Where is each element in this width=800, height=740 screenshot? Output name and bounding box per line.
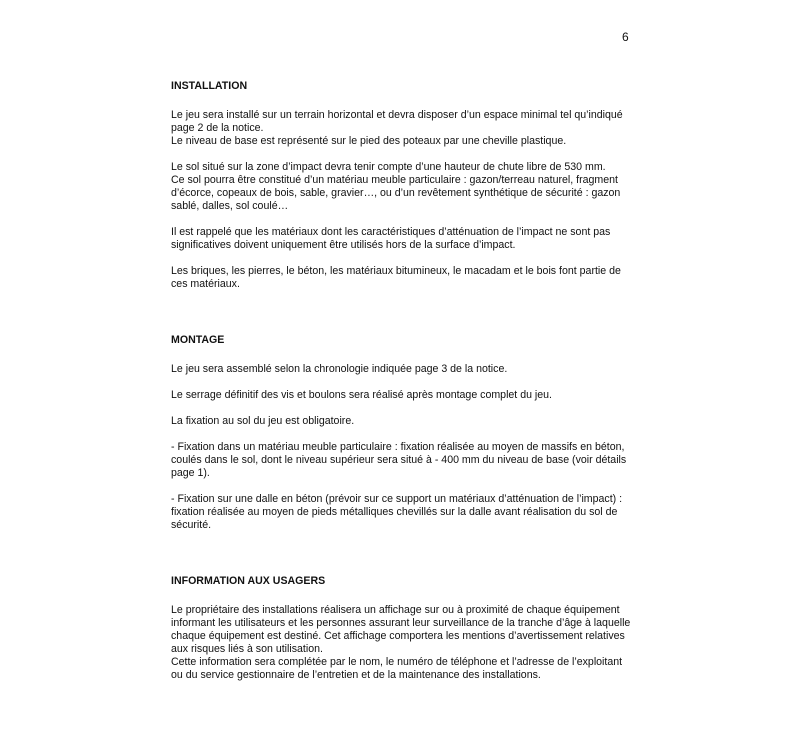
page-number: 6 xyxy=(622,30,629,44)
information-section xyxy=(171,575,631,682)
information-heading: INFORMATION AUX USAGERS xyxy=(171,575,326,587)
montage-paragraph-1: Le jeu sera assemblé selon la chronologie indiquée page 3 de la notice. xyxy=(171,363,508,375)
montage-paragraph-4: - Fixation dans un matériau meuble particulaire : fixation réalisée au moyen de massifs en béton, coulés dans le sol, dont le niveau supérieur sera situé à - 400 mm du niveau de base (voir détails page 1). xyxy=(171,441,627,479)
montage-section xyxy=(171,334,631,532)
installation-paragraph-2: Le sol situé sur la zone d’impact devra tenir compte d’une hauteur de chute libre de 530 mm. Ce sol pourra être constitué d’un matériau meuble particulaire : gazon/terreau naturel, fragment d’écorce, copeaux de bois, sable, gravier…, ou d’un revêtement synthétique de sécurité : gazon sablé, dalles, sol coulé… xyxy=(171,161,621,212)
montage-paragraph-3: La fixation au sol du jeu est obligatoire. xyxy=(171,415,355,427)
document-body xyxy=(171,80,631,682)
montage-heading: MONTAGE xyxy=(171,334,225,346)
installation-section xyxy=(171,80,631,291)
installation-paragraph-4: Les briques, les pierres, le béton, les matériaux bitumineux, le macadam et le bois font partie de ces matériaux. xyxy=(171,265,621,290)
montage-paragraph-2: Le serrage définitif des vis et boulons sera réalisé après montage complet du jeu. xyxy=(171,389,553,401)
montage-paragraph-5: - Fixation sur une dalle en béton (prévoir sur ce support un matériaux d’atténuation de l’impact) : fixation réalisée au moyen de pieds métalliques chevillés sur la dalle avant réalisation du sol de sécurité. xyxy=(171,493,623,531)
installation-paragraph-1: Le jeu sera installé sur un terrain horizontal et devra disposer d’un espace minimal tel qu’indiqué page 2 de la notice. Le niveau de base est représenté sur le pied des poteaux par une cheville plastique. xyxy=(171,109,623,147)
installation-paragraph-3: Il est rappelé que les matériaux dont les caractéristiques d’atténuation de l’impact ne sont pas significatives doivent uniquement être utilisés hors de la surface d’impact. xyxy=(171,226,611,251)
information-paragraph-1: Le propriétaire des installations réalisera un affichage sur ou à proximité de chaque équipement informant les utilisateurs et les personnes assurant leur surveillance de la tranche d’âge à laquelle chaque équipement est destiné. Cet affichage comportera les mentions d’avertissement relatives aux risques liés à son utilisation. Cette information sera complétée par le nom, le numéro de téléphone et l’adresse de l’exploitant ou du service gestionnaire de l’entretien et de la maintenance des installations. xyxy=(171,604,631,681)
installation-heading: INSTALLATION xyxy=(171,80,248,92)
